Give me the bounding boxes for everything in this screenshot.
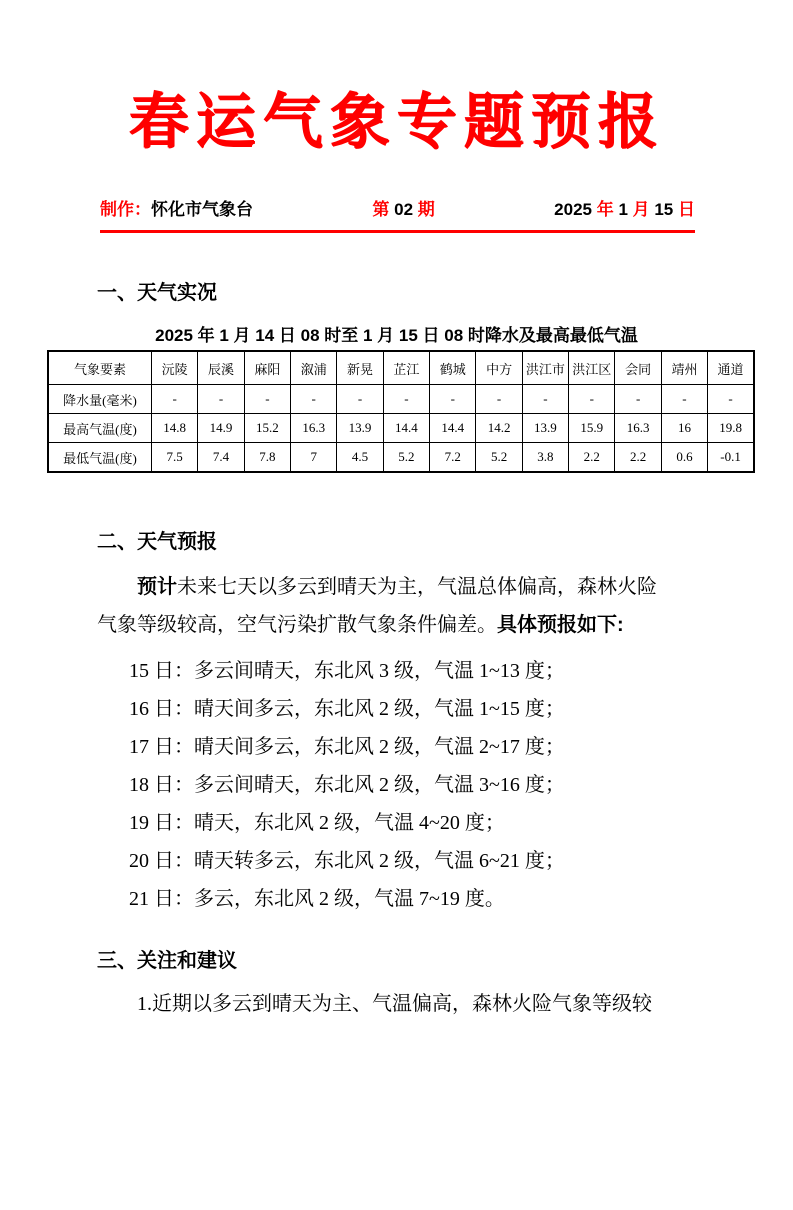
table-cell-value: 14.4 [383, 414, 429, 443]
table-cell-value: - [661, 385, 707, 414]
table-header-station: 中方 [476, 351, 522, 385]
forecast-intro-text2: 气象等级较高，空气污染扩散气象条件偏差。 [97, 614, 497, 636]
table-row-label: 降水量(毫米) [48, 385, 152, 414]
date-year: 2025 [554, 200, 597, 219]
forecast-day-line: 17 日：晴天间多云，东北风 2 级，气温 2~17 度； [129, 736, 565, 758]
section2-heading: 二、天气预报 [97, 531, 217, 553]
table-cell-value: 7.4 [198, 443, 244, 473]
forecast-intro-line1 [97, 568, 713, 606]
table-cell-value: - [337, 385, 383, 414]
table-cell-value: 2.2 [569, 443, 615, 473]
forecast-day-line: 16 日：晴天间多云，东北风 2 级，气温 1~15 度； [129, 698, 565, 720]
date-month: 1 [613, 200, 633, 219]
table-header-station: 鹤城 [430, 351, 476, 385]
weather-observation-table [47, 350, 755, 473]
table-cell-value: 5.2 [476, 443, 522, 473]
table-cell-value: 5.2 [383, 443, 429, 473]
table-cell-value: - [291, 385, 337, 414]
header-maker [100, 195, 253, 220]
forecast-intro-text1: 未来七天以多云到晴天为主，气温总体偏高，森林火险 [177, 576, 657, 598]
table-cell-value: 15.9 [569, 414, 615, 443]
forecast-day-line: 21 日：多云，东北风 2 级，气温 7~19 度。 [129, 888, 505, 910]
red-divider [100, 230, 695, 233]
table-cell-value: - [522, 385, 568, 414]
table-cell-value: 14.8 [152, 414, 198, 443]
date-year-label: 年 [596, 200, 614, 219]
table-header-station: 洪江市 [522, 351, 568, 385]
table-header-station: 沅陵 [152, 351, 198, 385]
table-header-station: 麻阳 [244, 351, 290, 385]
date-day: 15 [649, 200, 678, 219]
table-cell-value: -0.1 [708, 443, 754, 473]
table-row [48, 443, 754, 473]
table-cell-value: - [198, 385, 244, 414]
header-issue [372, 195, 434, 220]
table-cell-value: - [383, 385, 429, 414]
section1-heading: 一、天气实况 [97, 282, 217, 304]
table-cell-value: 14.2 [476, 414, 522, 443]
header-date [554, 195, 695, 220]
forecast-day-line: 15 日：多云间晴天，东北风 3 级，气温 1~13 度； [129, 660, 565, 682]
forecast-day-line: 18 日：多云间晴天，东北风 2 级，气温 3~16 度； [129, 774, 565, 796]
table-cell-value: 13.9 [337, 414, 383, 443]
table-cell-value: - [569, 385, 615, 414]
table-cell-value: 4.5 [337, 443, 383, 473]
table-row-label: 最低气温(度) [48, 443, 152, 473]
table-header-station: 芷江 [383, 351, 429, 385]
table-row [48, 385, 754, 414]
table-cell-value: 2.2 [615, 443, 661, 473]
table-cell-value: 19.8 [708, 414, 754, 443]
table-cell-value: 14.9 [198, 414, 244, 443]
forecast-intro-line2 [97, 606, 713, 644]
table-cell-value: 16 [661, 414, 707, 443]
table-cell-value: 7 [291, 443, 337, 473]
table-cell-value: 14.4 [430, 414, 476, 443]
forecast-day-line: 20 日：晴天转多云，东北风 2 级，气温 6~21 度； [129, 850, 565, 872]
suggestion-line: 1.近期以多云到晴天为主、气温偏高，森林火险气象等级较 [137, 993, 652, 1015]
table-header-station: 新晃 [337, 351, 383, 385]
date-month-label: 月 [632, 200, 650, 219]
table-cell-value: 15.2 [244, 414, 290, 443]
document-page [0, 88, 793, 1210]
forecast-days-list [0, 652, 793, 918]
section3-heading: 三、关注和建议 [97, 950, 237, 972]
weather-table-title: 2025 年 1 月 14 日 08 时至 1 月 15 日 08 时降水及最高最低气温 [155, 326, 638, 345]
issue-suffix: 期 [417, 200, 435, 219]
issue-number: 02 [389, 200, 418, 219]
table-cell-value: 0.6 [661, 443, 707, 473]
table-cell-value: - [244, 385, 290, 414]
table-cell-value: - [615, 385, 661, 414]
table-header-station: 溆浦 [291, 351, 337, 385]
table-cell-value: 3.8 [522, 443, 568, 473]
header-row [100, 195, 695, 220]
date-day-label: 日 [677, 200, 695, 219]
table-header-row [48, 351, 754, 385]
forecast-intro-bold-lead: 预计 [137, 576, 177, 598]
table-cell-value: 13.9 [522, 414, 568, 443]
table-header-station: 会同 [615, 351, 661, 385]
table-row-label: 最高气温(度) [48, 414, 152, 443]
table-cell-value: - [708, 385, 754, 414]
table-cell-value: 16.3 [615, 414, 661, 443]
forecast-intro-bold-tail: 具体预报如下: [497, 614, 624, 636]
table-header-station: 靖州 [661, 351, 707, 385]
table-cell-value: - [476, 385, 522, 414]
table-cell-value: - [430, 385, 476, 414]
maker-value: 怀化市气象台 [151, 200, 253, 219]
forecast-day-line: 19 日：晴天，东北风 2 级，气温 4~20 度； [129, 812, 505, 834]
table-header-station: 辰溪 [198, 351, 244, 385]
table-header-element: 气象要素 [48, 351, 152, 385]
table-header-station: 洪江区 [569, 351, 615, 385]
document-title: 春运气象专题预报 [128, 89, 665, 155]
table-cell-value: - [152, 385, 198, 414]
issue-prefix: 第 [372, 200, 390, 219]
table-cell-value: 7.5 [152, 443, 198, 473]
maker-label: 制作： [100, 200, 151, 219]
table-header-station: 通道 [708, 351, 754, 385]
table-cell-value: 7.8 [244, 443, 290, 473]
table-cell-value: 7.2 [430, 443, 476, 473]
table-cell-value: 16.3 [291, 414, 337, 443]
table-row [48, 414, 754, 443]
